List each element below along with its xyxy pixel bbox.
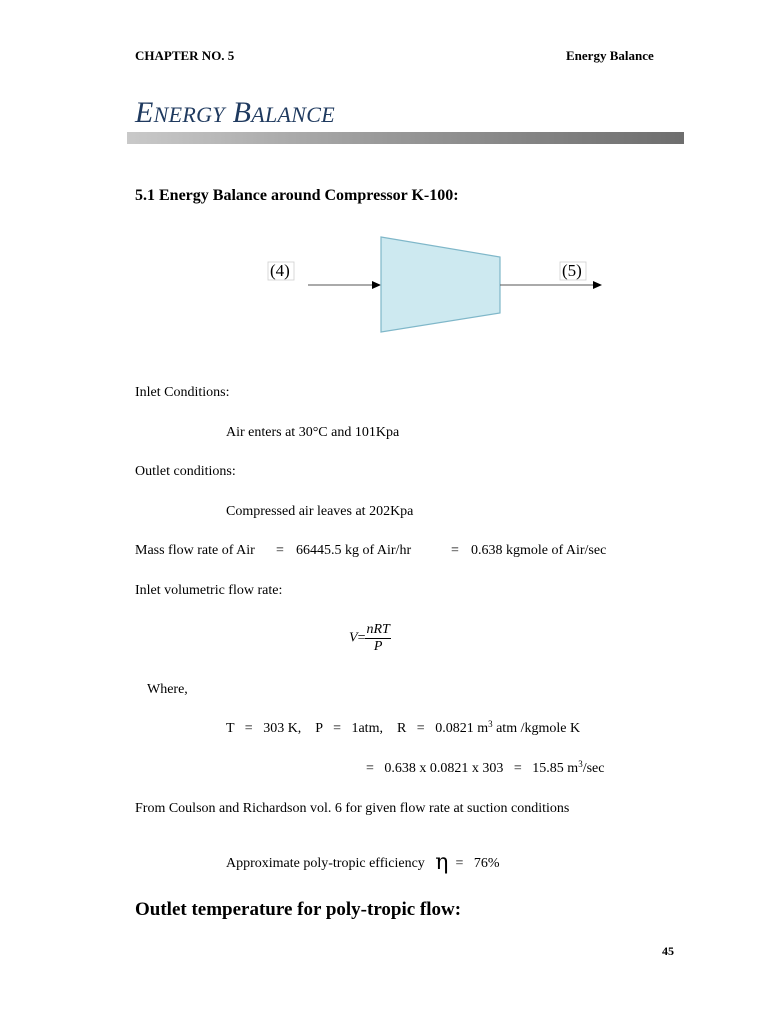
equation-sign: = [357, 630, 366, 646]
outlet-label: (5) [562, 261, 582, 280]
volumetric-calculation: = 0.638 x 0.0821 x 303 = 15.85 $m^3/\sec$ [366, 759, 605, 776]
inlet-conditions-label: Inlet Conditions: [135, 385, 230, 400]
outlet-temperature-heading: Outlet temperature for poly-tropic flow: [135, 899, 462, 920]
compressor-diagram [260, 230, 620, 340]
efficiency-line: Approximate poly-tropic efficiency η = 76% [226, 850, 500, 875]
equation-denominator: P [373, 639, 383, 654]
inlet-label: (4) [270, 261, 290, 280]
outlet-conditions-label: Outlet conditions: [135, 464, 236, 479]
compressor-shape [381, 237, 500, 332]
where-label: Where, [147, 682, 188, 697]
variables-line: T = 303 K, P = 1atm, R = 0.0821 $m^3$ atm /kgmole K [226, 719, 581, 736]
ideal-gas-equation [349, 622, 391, 655]
chapter-header: CHAPTER NO. 5 [135, 48, 235, 63]
compressed-air-text: Compressed air leaves at 202Kpa [226, 504, 414, 519]
equation-fraction [365, 622, 390, 655]
title-rule [127, 132, 684, 144]
page-title: ENERGY BALANCE [135, 96, 335, 129]
mass-flow-equals-2: = [451, 543, 459, 558]
topic-header: Energy Balance [566, 48, 654, 63]
equation-numerator: nRT [366, 622, 390, 637]
inlet-arrow-icon [372, 281, 381, 289]
section-heading: 5.1 Energy Balance around Compressor K-100: [135, 187, 459, 204]
mass-flow-value-2: 0.638 kgmole of Air/sec [471, 543, 607, 558]
mass-flow-label: Mass flow rate of Air [135, 543, 255, 558]
equation-lhs: V [349, 630, 358, 646]
air-enters-text: Air enters at 30°C and 101Kpa [226, 425, 400, 440]
outlet-arrow-icon [593, 281, 602, 289]
reference-text: From Coulson and Richardson vol. 6 for given flow rate at suction conditions [135, 801, 570, 816]
page-number: 45 [662, 944, 674, 958]
eta-symbol: η [435, 850, 449, 875]
volumetric-flow-label: Inlet volumetric flow rate: [135, 583, 283, 598]
mass-flow-equals-1: = [276, 543, 284, 558]
mass-flow-value-1: 66445.5 kg of Air/hr [296, 543, 412, 558]
